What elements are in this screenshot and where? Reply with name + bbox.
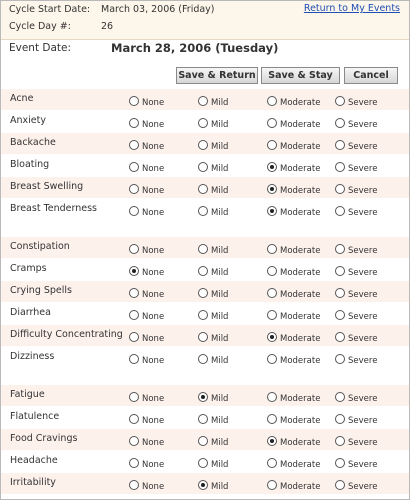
severity-option-severe[interactable] [335,478,377,492]
severity-option-none[interactable] [129,94,164,108]
radio-button[interactable] [335,310,345,320]
radio-button[interactable] [335,436,345,446]
symptom-name: Breast Tenderness [10,203,98,214]
radio-button[interactable] [335,266,345,276]
symptom-row [1,303,409,325]
severity-option-moderate[interactable] [267,182,320,196]
severity-option-none[interactable] [129,478,164,492]
radio-button[interactable] [267,392,277,402]
severity-option-moderate[interactable] [267,434,320,448]
severity-option-mild[interactable] [198,264,228,278]
radio-button[interactable] [267,354,277,364]
radio-button[interactable] [335,354,345,364]
radio-button[interactable] [198,458,208,468]
severity-option-none[interactable] [129,160,164,174]
option-label: Moderate [280,312,321,322]
row-divider [1,494,409,495]
symptom-row [1,325,409,347]
severity-option-moderate[interactable] [267,308,320,322]
option-label: Mild [211,98,229,108]
severity-option-moderate[interactable] [267,160,320,174]
severity-option-moderate[interactable] [267,390,320,404]
severity-option-none[interactable] [129,204,164,218]
severity-option-none[interactable] [129,242,164,256]
radio-button[interactable] [129,480,139,490]
cycle-day-value: 26 [101,21,114,32]
option-label: Mild [211,312,229,322]
radio-button[interactable] [198,288,208,298]
option-label: Mild [211,416,229,426]
severity-option-moderate[interactable] [267,330,320,344]
radio-button[interactable] [267,244,277,254]
option-label: Mild [211,186,229,196]
cycle-header [1,1,409,40]
option-label: Severe [348,482,378,492]
severity-option-none[interactable] [129,286,164,300]
symptom-row [1,347,409,369]
option-label: None [142,290,165,300]
radio-button[interactable] [267,140,277,150]
radio-button[interactable] [198,392,208,402]
symptom-name: Anxiety [10,115,46,126]
severity-option-moderate[interactable] [267,286,320,300]
severity-option-mild[interactable] [198,182,228,196]
option-label: Moderate [280,98,321,108]
option-label: None [142,120,165,130]
option-label: None [142,334,165,344]
severity-option-severe[interactable] [335,286,377,300]
option-label: Mild [211,482,229,492]
option-label: Moderate [280,334,321,344]
severity-option-mild[interactable] [198,160,228,174]
option-label: Mild [211,120,229,130]
event-date-value: March 28, 2006 (Tuesday) [111,41,279,55]
option-label: Severe [348,438,378,448]
option-label: Mild [211,246,229,256]
option-label: Severe [348,356,378,366]
radio-button[interactable] [198,206,208,216]
severity-option-severe[interactable] [335,330,377,344]
cycle-start-value: March 03, 2006 (Friday) [101,4,215,15]
option-label: Severe [348,334,378,344]
radio-button[interactable] [129,436,139,446]
radio-button[interactable] [129,354,139,364]
symptom-row [1,111,409,133]
option-label: Moderate [280,416,321,426]
cycle-start-label: Cycle Start Date: [9,4,91,15]
radio-button[interactable] [267,480,277,490]
severity-option-none[interactable] [129,308,164,322]
symptom-row [1,89,409,111]
severity-option-moderate[interactable] [267,352,320,366]
option-label: Moderate [280,208,321,218]
option-label: Severe [348,416,378,426]
severity-option-severe[interactable] [335,242,377,256]
radio-button[interactable] [198,332,208,342]
option-label: Moderate [280,460,321,470]
severity-option-none[interactable] [129,264,164,278]
radio-button[interactable] [267,288,277,298]
option-label: Mild [211,268,229,278]
option-label: Moderate [280,164,321,174]
radio-button[interactable] [267,96,277,106]
radio-button[interactable] [198,436,208,446]
radio-button[interactable] [198,414,208,424]
severity-option-severe[interactable] [335,352,377,366]
symptom-name: Breast Swelling [10,181,84,192]
severity-option-moderate[interactable] [267,412,320,426]
severity-option-moderate[interactable] [267,478,320,492]
option-label: Severe [348,98,378,108]
severity-option-severe[interactable] [335,204,377,218]
severity-option-severe[interactable] [335,116,377,130]
severity-option-severe[interactable] [335,264,377,278]
option-label: Mild [211,356,229,366]
option-label: Moderate [280,438,321,448]
radio-button[interactable] [129,310,139,320]
option-label: Moderate [280,290,321,300]
radio-button[interactable] [267,266,277,276]
option-label: None [142,482,165,492]
option-label: Mild [211,394,229,404]
symptom-name: Dizziness [10,351,55,362]
radio-button[interactable] [129,206,139,216]
severity-option-mild[interactable] [198,116,228,130]
radio-button[interactable] [267,436,277,446]
option-label: None [142,460,165,470]
radio-button[interactable] [335,332,345,342]
option-label: Moderate [280,356,321,366]
radio-button[interactable] [129,96,139,106]
severity-option-none[interactable] [129,456,164,470]
severity-option-mild[interactable] [198,352,228,366]
radio-button[interactable] [129,392,139,402]
option-label: Moderate [280,268,321,278]
radio-button[interactable] [198,96,208,106]
group-spacer [1,369,409,385]
radio-button[interactable] [267,184,277,194]
option-label: Severe [348,246,378,256]
symptom-name: Difficulty Concentrating [10,329,123,340]
severity-option-severe[interactable] [335,308,377,322]
option-label: None [142,98,165,108]
option-label: None [142,142,165,152]
option-label: Severe [348,268,378,278]
cancel-button[interactable]: Cancel [344,67,398,84]
radio-button[interactable] [198,140,208,150]
radio-button[interactable] [335,392,345,402]
severity-option-moderate[interactable] [267,456,320,470]
option-label: Moderate [280,394,321,404]
radio-button[interactable] [335,162,345,172]
symptom-row [1,199,409,221]
option-label: Severe [348,186,378,196]
radio-button[interactable] [267,206,277,216]
severity-option-none[interactable] [129,352,164,366]
severity-option-moderate[interactable] [267,204,320,218]
option-label: None [142,312,165,322]
severity-option-severe[interactable] [335,94,377,108]
severity-option-severe[interactable] [335,434,377,448]
symptom-row [1,407,409,429]
option-label: Mild [211,290,229,300]
severity-option-mild[interactable] [198,308,228,322]
radio-button[interactable] [198,244,208,254]
symptom-row [1,385,409,407]
radio-button[interactable] [335,458,345,468]
option-label: Severe [348,208,378,218]
option-label: None [142,416,165,426]
radio-button[interactable] [198,480,208,490]
severity-option-mild[interactable] [198,434,228,448]
option-label: Mild [211,142,229,152]
severity-option-moderate[interactable] [267,94,320,108]
option-label: Severe [348,142,378,152]
option-label: Severe [348,460,378,470]
option-label: Mild [211,334,229,344]
symptom-name: Food Cravings [10,433,78,444]
severity-option-mild[interactable] [198,138,228,152]
severity-option-mild[interactable] [198,242,228,256]
radio-button[interactable] [335,96,345,106]
severity-option-mild[interactable] [198,204,228,218]
radio-button[interactable] [267,118,277,128]
symptom-name: Backache [10,137,56,148]
symptom-row [1,237,409,259]
radio-button[interactable] [335,206,345,216]
severity-option-severe[interactable] [335,390,377,404]
radio-button[interactable] [129,266,139,276]
radio-button[interactable] [129,458,139,468]
option-label: None [142,394,165,404]
event-date-label: Event Date: [9,42,72,54]
radio-button[interactable] [129,414,139,424]
radio-button[interactable] [267,332,277,342]
option-label: None [142,438,165,448]
option-label: None [142,208,165,218]
option-label: Severe [348,290,378,300]
symptom-name: Flatulence [10,411,60,422]
option-label: None [142,164,165,174]
symptom-row [1,155,409,177]
symptom-name: Crying Spells [10,285,73,296]
option-label: None [142,268,165,278]
severity-option-mild[interactable] [198,390,228,404]
severity-option-moderate[interactable] [267,264,320,278]
severity-option-none[interactable] [129,182,164,196]
symptom-row [1,473,409,495]
radio-button[interactable] [267,310,277,320]
radio-button[interactable] [335,288,345,298]
severity-option-severe[interactable] [335,182,377,196]
symptom-name: Bloating [10,159,50,170]
radio-button[interactable] [129,140,139,150]
severity-option-none[interactable] [129,412,164,426]
symptom-name: Irritability [10,477,56,488]
symptom-name: Fatigue [10,389,45,400]
symptom-row [1,133,409,155]
severity-option-severe[interactable] [335,412,377,426]
save-and-stay-button[interactable]: Save & Stay [261,67,340,84]
severity-option-mild[interactable] [198,478,228,492]
severity-option-none[interactable] [129,116,164,130]
symptom-name: Cramps [10,263,47,274]
option-label: Moderate [280,246,321,256]
severity-option-moderate[interactable] [267,116,320,130]
symptom-row [1,177,409,199]
severity-option-mild[interactable] [198,456,228,470]
symptom-name: Acne [10,93,34,104]
radio-button[interactable] [267,162,277,172]
radio-button[interactable] [198,266,208,276]
radio-button[interactable] [335,118,345,128]
option-label: None [142,186,165,196]
symptom-row [1,281,409,303]
return-to-my-events-link[interactable]: Return to My Events [303,3,400,14]
radio-button[interactable] [198,354,208,364]
group-spacer [1,221,409,237]
symptom-name: Headache [10,455,58,466]
option-label: Mild [211,438,229,448]
severity-option-severe[interactable] [335,160,377,174]
option-label: Severe [348,120,378,130]
option-label: Moderate [280,482,321,492]
option-label: Moderate [280,186,321,196]
radio-button[interactable] [129,244,139,254]
symptom-name: Diarrhea [10,307,51,318]
save-and-return-button[interactable]: Save & Return [176,67,258,84]
radio-button[interactable] [198,310,208,320]
severity-option-moderate[interactable] [267,138,320,152]
severity-option-none[interactable] [129,330,164,344]
cycle-day-label: Cycle Day #: [9,21,71,32]
symptom-row [1,451,409,473]
radio-button[interactable] [335,480,345,490]
radio-button[interactable] [335,414,345,424]
radio-button[interactable] [129,184,139,194]
severity-option-severe[interactable] [335,456,377,470]
severity-option-mild[interactable] [198,286,228,300]
radio-button[interactable] [129,332,139,342]
option-label: None [142,356,165,366]
radio-button[interactable] [335,184,345,194]
option-label: Severe [348,394,378,404]
severity-option-mild[interactable] [198,94,228,108]
option-label: Mild [211,460,229,470]
option-label: Severe [348,164,378,174]
severity-option-none[interactable] [129,138,164,152]
option-label: Mild [211,164,229,174]
option-label: Severe [348,312,378,322]
severity-option-none[interactable] [129,434,164,448]
severity-option-mild[interactable] [198,412,228,426]
radio-button[interactable] [198,118,208,128]
radio-button[interactable] [267,414,277,424]
radio-button[interactable] [335,244,345,254]
severity-option-mild[interactable] [198,330,228,344]
severity-option-moderate[interactable] [267,242,320,256]
symptom-row [1,429,409,451]
option-label: Mild [211,208,229,218]
radio-button[interactable] [129,118,139,128]
option-label: Moderate [280,120,321,130]
radio-button[interactable] [267,458,277,468]
radio-button[interactable] [129,162,139,172]
symptom-name: Constipation [10,241,70,252]
radio-button[interactable] [198,162,208,172]
radio-button[interactable] [129,288,139,298]
option-label: None [142,246,165,256]
severity-option-none[interactable] [129,390,164,404]
radio-button[interactable] [198,184,208,194]
radio-button[interactable] [335,140,345,150]
option-label: Moderate [280,142,321,152]
symptom-row [1,259,409,281]
symptom-list [1,89,409,495]
severity-option-severe[interactable] [335,138,377,152]
